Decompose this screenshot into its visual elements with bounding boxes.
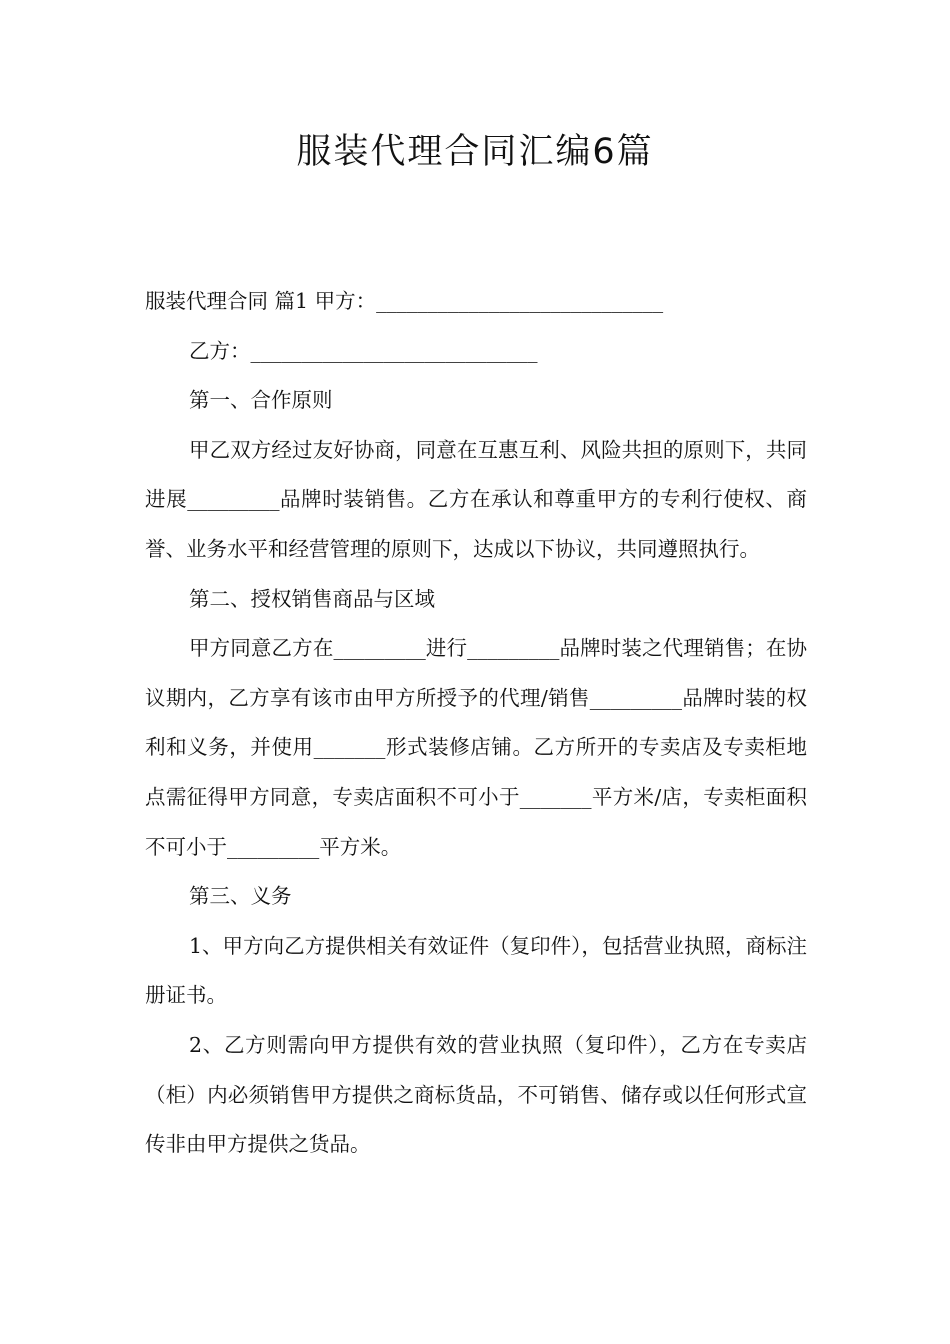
section-heading-authorization: 第二、授权销售商品与区域 [189,586,435,611]
paragraph-obligation-1: 1、甲方向乙方提供相关有效证件（复印件），包括营业执照，商标注册证书。 [145,933,807,1008]
paragraph-party-a: 服装代理合同 篇1 甲方：____________________________ [145,289,664,313]
section-heading-cooperation: 第一、合作原则 [189,388,333,413]
section-heading-obligations: 第三、义务 [189,884,292,909]
paragraph-cooperation: 甲乙双方经过友好协商，同意在互惠互利、风险共担的原则下，共同进展_________品牌时装销售。乙方在承认和尊重甲方的专利行使权、商誉、业务水平和经营管理的原则下，达成以下协议，共同遵照执行。 [145,437,807,561]
paragraph-party-b: 乙方：____________________________ [189,338,538,363]
document-body [145,277,807,1170]
paragraph-obligation-2: 2、乙方则需向甲方提供有效的营业执照（复印件），乙方在专卖店（柜）内必须销售甲方提供之商标货品，不可销售、储存或以任何形式宣传非由甲方提供之货品。 [145,1032,807,1157]
document-title: 服装代理合同汇编6篇 [296,132,654,172]
paragraph-authorization: 甲方同意乙方在_________进行_________品牌时装之代理销售；在协议期内，乙方享有该市由甲方所授予的代理/销售_________品牌时装的权利和义务，并使用_______形式装修店铺。乙方所开的专卖店及专卖柜地点需征得甲方同意，专卖店面积不可小于_______平方米/店，专卖柜面积不可小于_________平方米。 [145,636,807,859]
